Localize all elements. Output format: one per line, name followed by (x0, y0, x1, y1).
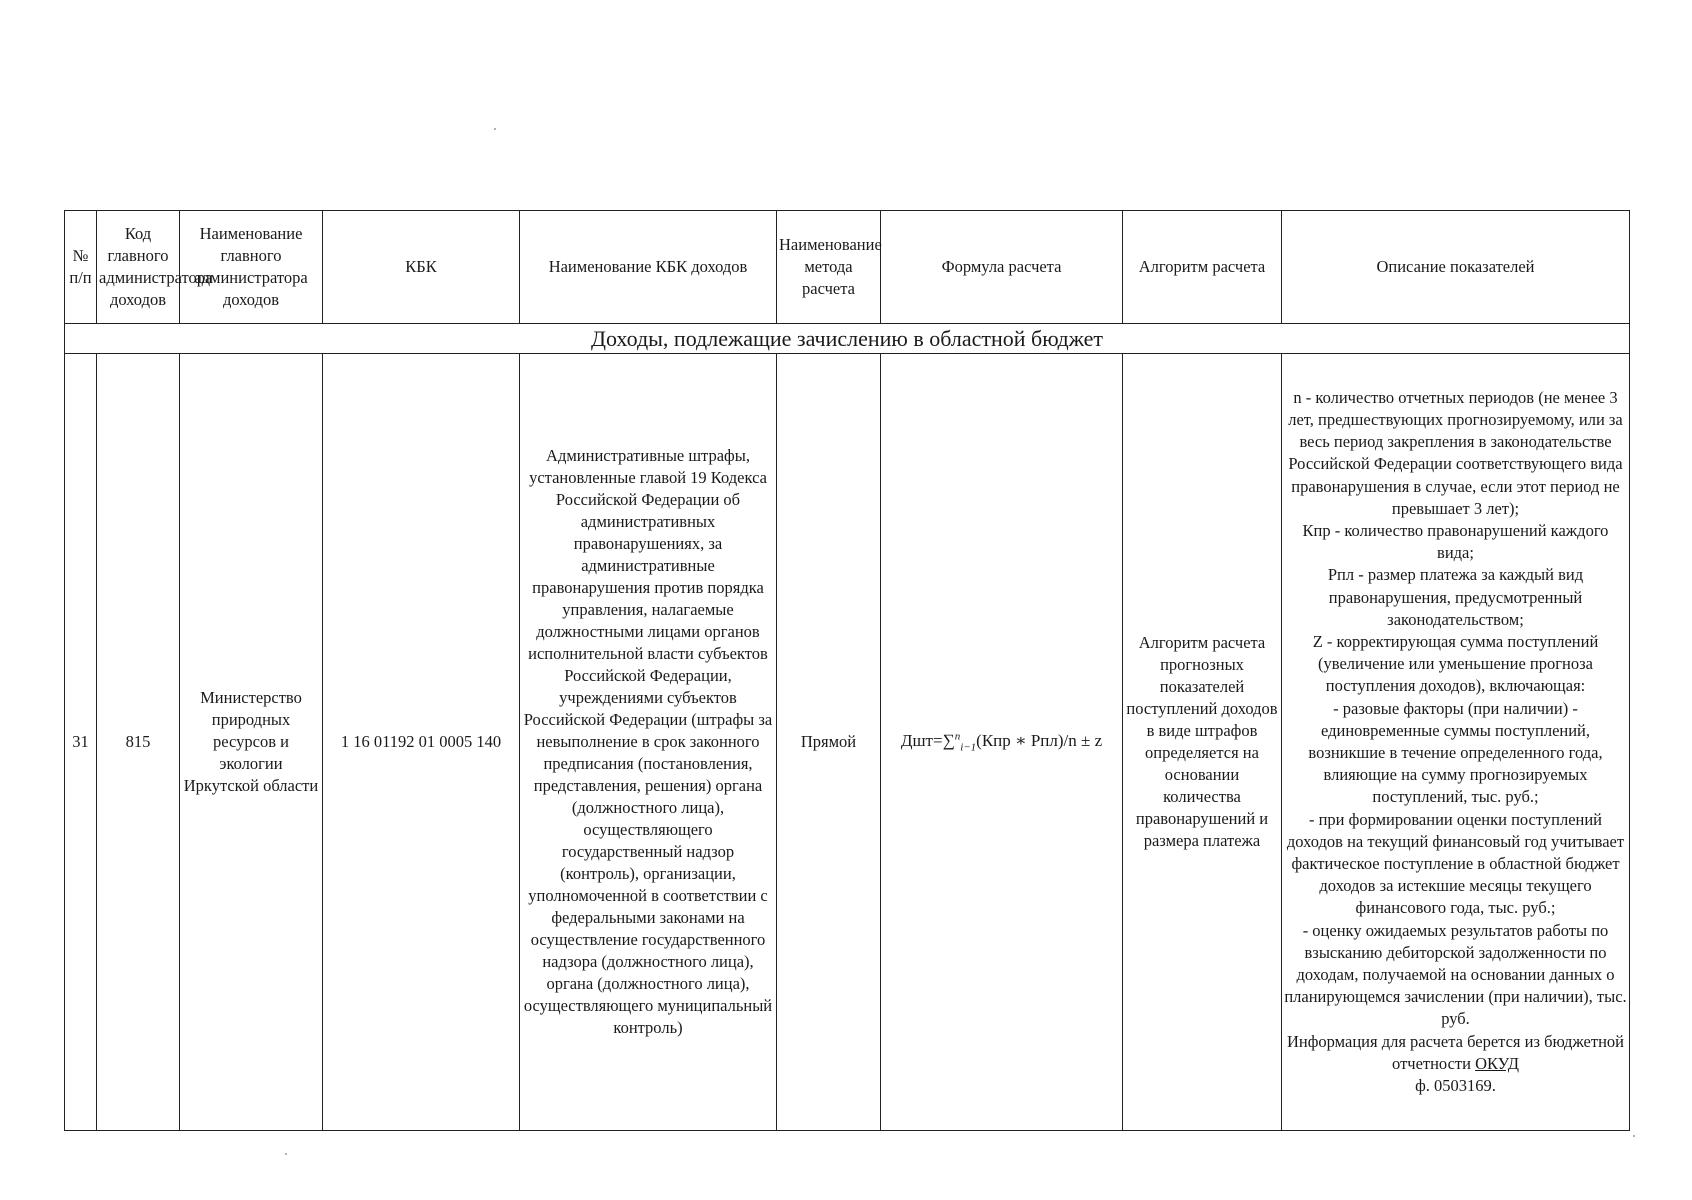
cell-kbk-name: Административные штрафы, установленные главой 19 Кодекса Российской Федерации об административных правонарушениях, за административные правонарушения против порядка управления, налагаемые должностными лицами органов исполнительной власти субъектов Российской Федерации, учреждениями субъектов Российской Федерации (штрафы за невыполнение в срок законного предписания (постановления, представления, решения) органа (должностного лица), осуществляющего государственный надзор (контроль), организации, уполномоченной в соответствии с федеральными законами на осуществление государственного надзора (должностного лица), органа (должностного лица), осуществляющего муниципальный контроль) (520, 354, 777, 1131)
section-row (65, 324, 1630, 354)
col-header-formula: Формула расчета (881, 211, 1123, 324)
cell-description (1282, 354, 1630, 1131)
col-header-kbk-name: Наименование КБК доходов (520, 211, 777, 324)
col-header-num: № п/п (65, 211, 97, 324)
col-header-method: Наименование метода расчета (777, 211, 881, 324)
cell-num: 31 (65, 354, 97, 1131)
cell-admin-name: Министерство природных ресурсов и экологии Иркутской области (180, 354, 323, 1131)
col-header-admin-code: Код главного администратора доходов (97, 211, 180, 324)
scan-speck (494, 128, 496, 130)
cell-admin-code: 815 (97, 354, 180, 1131)
table-row (65, 354, 1630, 1131)
formula-sup: n (954, 730, 961, 743)
description-text: n - количество отчетных периодов (не менее 3 лет, предшествующих прогнозируемому, или за весь период закрепления в законодательстве Российской Федерации соответствующего вида правонарушения в случае, если этот период не превышает 3 лет); Кпр - количество правонарушений каждого вида; Рпл - размер платежа за каждый вид правонарушения, предусмотренный законодательством; Z - корректирующая сумма поступлений (увеличение или уменьшение прогноза поступления доходов), включающая: - разовые факторы (при наличии) - единовременные суммы поступлений, возникшие в течение определенного года, влияющие на сумму прогнозируемых поступлений, тыс. руб.; - при формировании оценки поступлений доходов на текущий финансовый год учитывает фактическое поступление в областной бюджет доходов за истекшие месяцы текущего финансового года, тыс. руб.; - оценку ожидаемых результатов работы по взысканию дебиторской задолженности по доходам, получаемой на основании данных о планирующемся зачислении (при наличии), тыс. руб. Информация для расчета берется из бюджетной отчетности (1284, 387, 1627, 1073)
header-row (65, 211, 1630, 324)
formula-sum-sign: ∑ (942, 731, 955, 751)
formula-sub: i−1 (960, 741, 977, 754)
col-header-description: Описание показателей (1282, 211, 1630, 324)
section-title: Доходы, подлежащие зачислению в областной бюджет (65, 324, 1630, 354)
formula-lhs: Дшт= (900, 731, 943, 751)
revenue-method-table (64, 210, 1630, 1131)
cell-algorithm: Алгоритм расчета прогнозных показателей поступлений доходов в виде штрафов определяется на основании количества правонарушений и размера платежа (1123, 354, 1282, 1131)
col-header-algorithm: Алгоритм расчета (1123, 211, 1282, 324)
col-header-kbk: КБК (323, 211, 520, 324)
cell-kbk: 1 16 01192 01 0005 140 (323, 354, 520, 1131)
cell-method: Прямой (777, 354, 881, 1131)
scan-speck (285, 1153, 287, 1155)
description-form: ф. 0503169. (1415, 1076, 1496, 1096)
description-ref: ОКУД (1475, 1053, 1519, 1073)
scan-speck (1633, 1135, 1635, 1137)
formula (900, 730, 1103, 754)
cell-formula (881, 354, 1123, 1131)
formula-body: (Кпр ∗ Рпл)/n ± z (976, 731, 1103, 751)
col-header-admin-name: Наименование главного администратора доходов (180, 211, 323, 324)
